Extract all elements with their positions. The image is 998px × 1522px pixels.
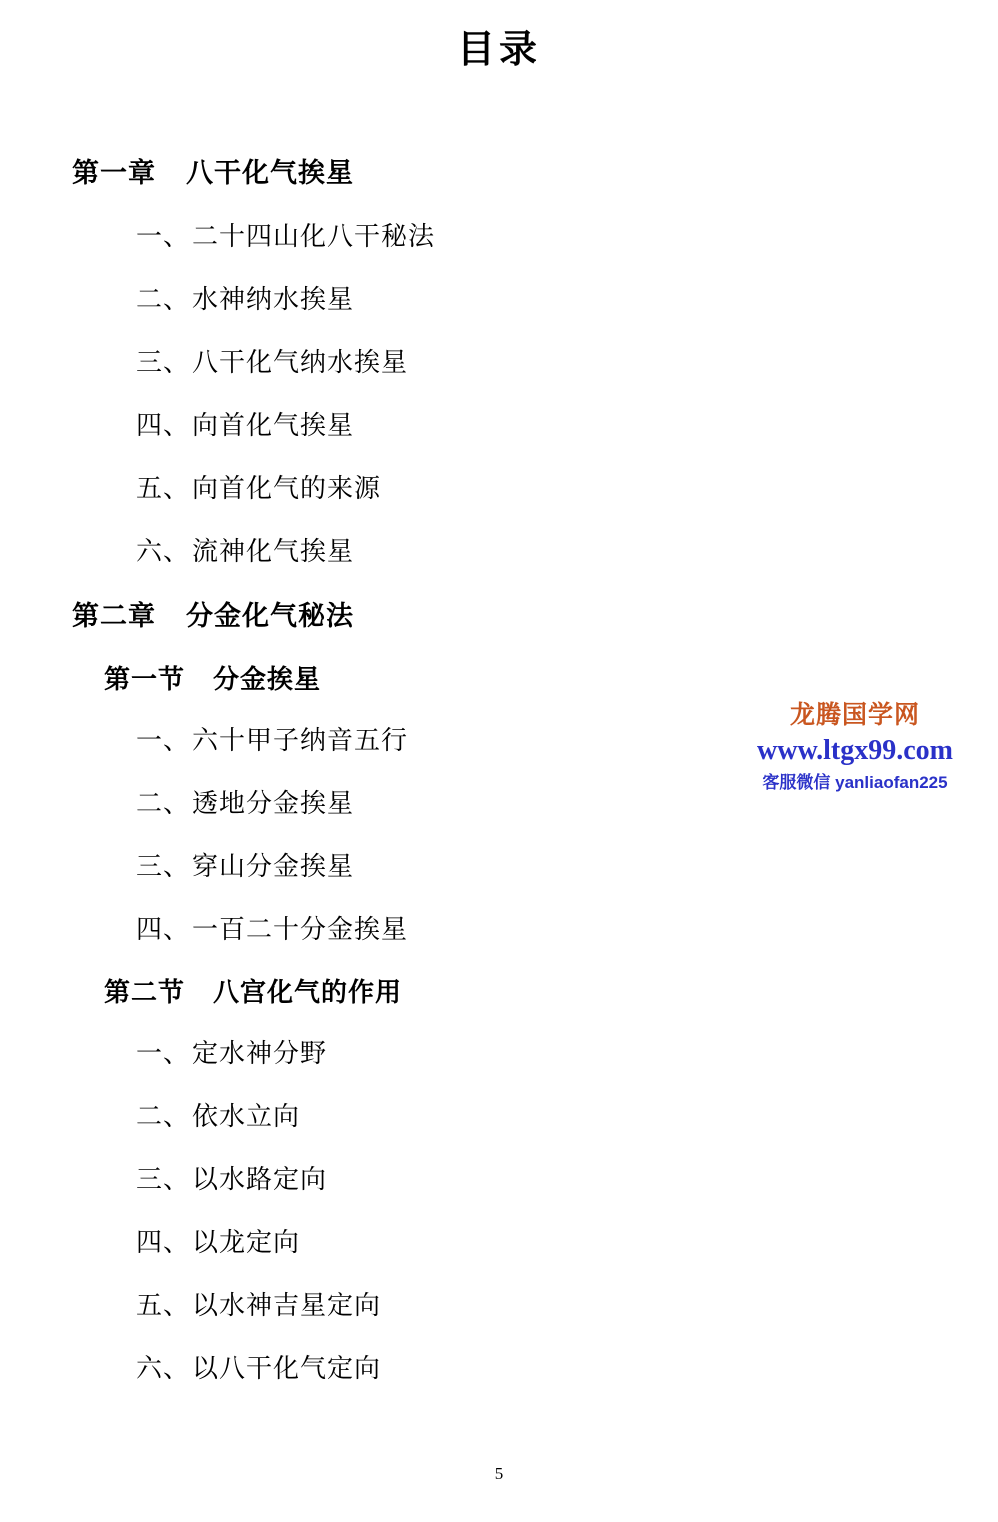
toc-entry-label: 向首化气挨星 <box>192 411 355 440</box>
watermark <box>730 700 980 794</box>
toc-entry-item[interactable] <box>136 1033 998 1070</box>
toc-entry-label: 水神纳水挨星 <box>192 285 355 314</box>
toc-entry-item[interactable] <box>136 468 998 505</box>
toc-entry-number: 六、 <box>136 537 191 566</box>
toc-entry-label: 分金化气秘法 <box>186 601 354 631</box>
toc-entry-label: 流神化气挨星 <box>192 537 355 566</box>
toc-entry-item[interactable] <box>136 531 998 568</box>
toc-entry-label: 八宫化气的作用 <box>213 978 403 1007</box>
toc-entry-label: 定水神分野 <box>192 1039 328 1068</box>
toc-entry-number: 五、 <box>136 1291 191 1320</box>
toc-entry-chapter[interactable] <box>72 151 998 190</box>
toc-entry-label: 分金挨星 <box>213 665 322 694</box>
toc-entry-item[interactable] <box>136 216 998 253</box>
toc-entry-label: 透地分金挨星 <box>192 789 355 818</box>
toc-entry-number: 三、 <box>136 348 191 377</box>
toc-entry-item[interactable] <box>136 342 998 379</box>
toc-entry-number: 二、 <box>136 285 191 314</box>
page-title: 目录 <box>456 29 541 71</box>
toc-entry-number: 第二章 <box>72 601 156 631</box>
toc-entry-section[interactable] <box>104 972 998 1009</box>
toc-entry-chapter[interactable] <box>72 594 998 633</box>
toc-entry-label: 以水路定向 <box>192 1165 328 1194</box>
toc-entry-number: 六、 <box>136 1354 191 1383</box>
toc-entry-label: 一百二十分金挨星 <box>192 915 409 944</box>
toc-entry-label: 以龙定向 <box>192 1228 301 1257</box>
toc-entry-item[interactable] <box>136 1159 998 1196</box>
toc-entry-number: 三、 <box>136 1165 191 1194</box>
toc-entry-number: 四、 <box>136 411 191 440</box>
toc-entry-section[interactable] <box>104 659 998 696</box>
toc-entry-label: 二十四山化八干秘法 <box>192 222 436 251</box>
toc-entry-number: 五、 <box>136 474 191 503</box>
toc-entry-number: 一、 <box>136 1039 191 1068</box>
toc-entry-item[interactable] <box>136 405 998 442</box>
watermark-contact: 客服微信 yanliaofan225 <box>762 773 948 793</box>
watermark-site-name: 龙腾国学网 <box>789 701 920 729</box>
toc-entry-number: 一、 <box>136 222 191 251</box>
page-number: 5 <box>494 1464 504 1483</box>
toc-entry-item[interactable] <box>136 846 998 883</box>
toc-entry-label: 八干化气挨星 <box>186 158 354 188</box>
toc-entry-label: 向首化气的来源 <box>192 474 382 503</box>
toc-entry-number: 第二节 <box>104 978 186 1007</box>
toc-entry-number: 二、 <box>136 789 191 818</box>
toc-entry-label: 六十甲子纳音五行 <box>192 726 409 755</box>
toc-entry-item[interactable] <box>136 1222 998 1259</box>
toc-entry-item[interactable] <box>136 909 998 946</box>
watermark-url: www.ltgx99.com <box>757 735 953 767</box>
toc-entry-number: 一、 <box>136 726 191 755</box>
toc-entry-label: 八干化气纳水挨星 <box>192 348 409 377</box>
toc-entry-item[interactable] <box>136 279 998 316</box>
toc-entry-number: 四、 <box>136 915 191 944</box>
toc-entry-number: 四、 <box>136 1228 191 1257</box>
toc-entry-label: 依水立向 <box>192 1102 301 1131</box>
toc-entry-item[interactable] <box>136 1285 998 1322</box>
toc-entry-item[interactable] <box>136 1348 998 1385</box>
toc-entry-label: 穿山分金挨星 <box>192 852 355 881</box>
toc-entry-number: 第一节 <box>104 665 186 694</box>
toc-entry-number: 第一章 <box>72 158 156 188</box>
toc-entry-label: 以八干化气定向 <box>192 1354 382 1383</box>
toc-entry-number: 二、 <box>136 1102 191 1131</box>
toc-entry-number: 三、 <box>136 852 191 881</box>
toc-entry-item[interactable] <box>136 1096 998 1133</box>
toc-entry-label: 以水神吉星定向 <box>192 1291 382 1320</box>
